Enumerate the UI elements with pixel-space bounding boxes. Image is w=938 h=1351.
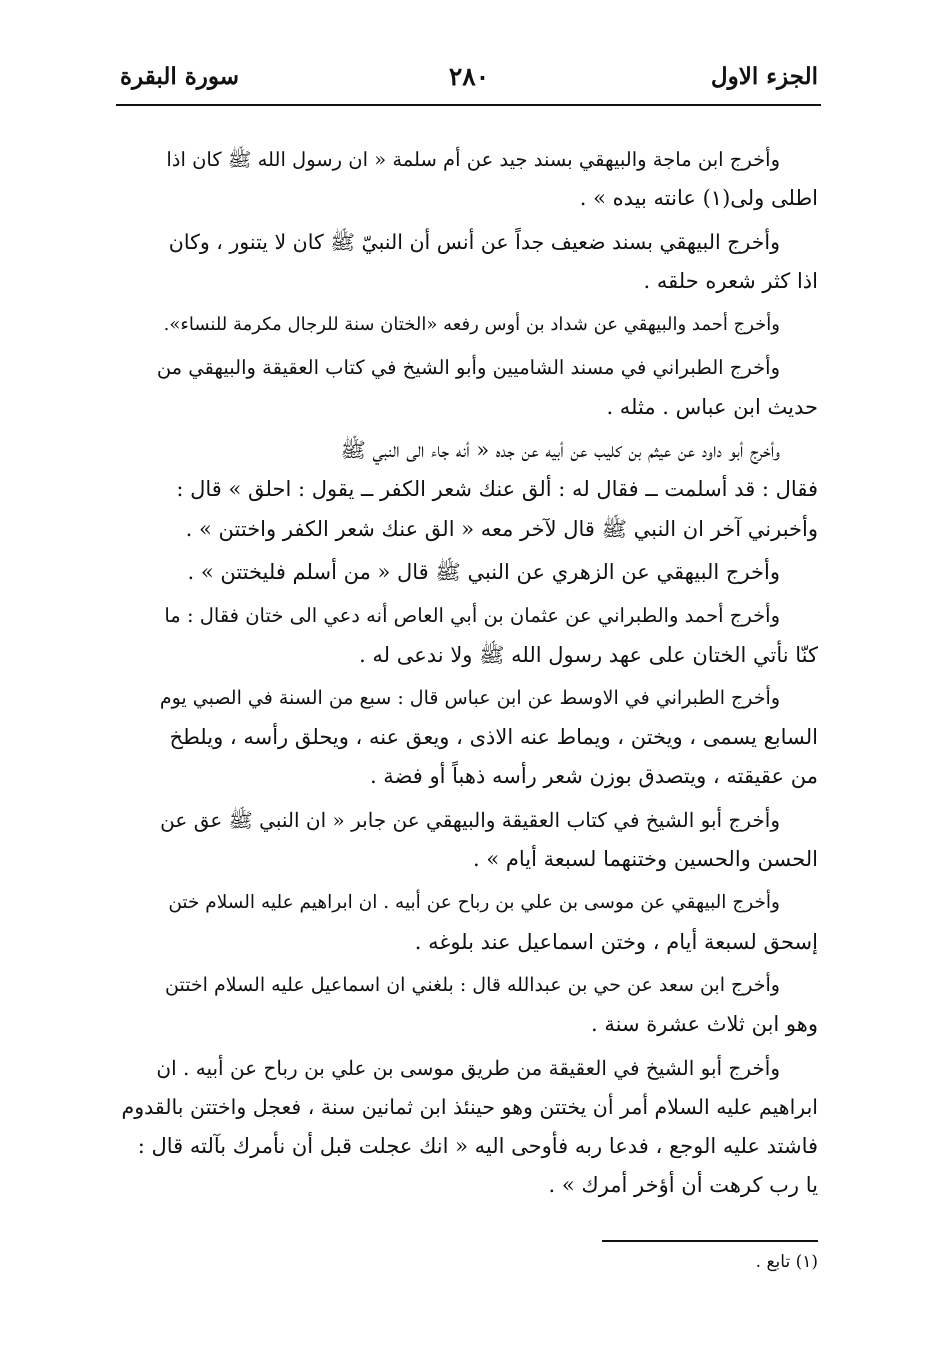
text-line: فقال : قد أسلمت ــ فقال له : ألق عنك شعر الكفر ــ يقول : احلق » قال : xyxy=(176,477,818,502)
main-text xyxy=(118,140,818,1210)
text-line: وأخرج الطبراني في مسند الشاميين وأبو الشيخ في كتاب العقيقة والبيهقي من xyxy=(156,356,780,380)
paragraph xyxy=(118,596,818,675)
text-line: وأخرج البيهقي عن الزهري عن النبي ﷺ قال « من أسلم فليختتن » . xyxy=(187,559,780,584)
text-line: وأخرج الطبراني في الاوسط عن ابن عباس قال : سبع من السنة في الصبي يوم xyxy=(159,686,780,709)
text-line: فاشتد عليه الوجع ، فدعا ربه فأوحى اليه « انك عجلت قبل أن نأمرك بآلته قال : xyxy=(137,1134,818,1159)
footnote: (١) تابع . xyxy=(755,1252,818,1272)
volume-title: الجزء الاول xyxy=(710,63,818,90)
text-line: وأخبرني آخر ان النبي ﷺ قال لآخر معه « الق عنك شعر الكفر واختتن » . xyxy=(185,516,818,541)
paragraph xyxy=(118,348,818,427)
paragraph xyxy=(118,1049,818,1206)
text-line: اذا كثر شعره حلقه . xyxy=(643,268,818,293)
text-line: وأخرج أحمد والطبراني عن عثمان بن أبي العاص أنه دعي الى ختان فقال : ما xyxy=(164,604,780,628)
header-divider xyxy=(116,104,821,106)
page-header xyxy=(118,52,820,102)
text-line: وأخرج البيهقي بسند ضعيف جداً عن أنس أن النبيّ ﷺ كان لا يتنور ، وكان xyxy=(168,229,780,254)
text-line: وأخرج أحمد والبيهقي عن شداد بن أوس رفعه «الختان سنة للرجال مكرمة للنساء». xyxy=(163,314,780,336)
paragraph xyxy=(118,883,818,962)
paragraph xyxy=(118,223,818,302)
text-line: من عقيقته ، ويتصدق بوزن شعر رأسه ذهباً أو فضة . xyxy=(369,764,818,789)
text-line: وأخرج أبو الشيخ في العقيقة من طريق موسى بن علي بن رباح عن أبيه . ان xyxy=(156,1055,780,1080)
text-line: وأخرج البيهقي عن موسى بن علي بن رباح عن أبيه . ان ابراهيم عليه السلام ختن xyxy=(168,892,780,914)
text-line: وأخرج أبو الشيخ في كتاب العقيقة والبيهقي عن جابر « ان النبي ﷺ عق عن xyxy=(160,807,780,832)
text-line: اطلى ولى(١) عانته بيده » . xyxy=(579,186,818,211)
paragraph xyxy=(118,305,818,344)
text-line: وأخرج ابن سعد عن حي بن عبدالله قال : بلغني ان اسماعيل عليه السلام اختتن xyxy=(165,973,780,996)
text-line: وأخرج أبو داود عن عيثم بن كليب عن أبيه عن جده « أنه جاء الى النبي ﷺ xyxy=(340,438,780,463)
paragraph xyxy=(118,966,818,1045)
paragraph xyxy=(118,801,818,880)
surah-title: سورة البقرة xyxy=(120,63,240,90)
text-line: الحسن والحسين وختنهما لسبعة أيام » . xyxy=(472,847,818,872)
text-line: حديث ابن عباس . مثله . xyxy=(606,394,818,419)
paragraph xyxy=(118,553,818,592)
text-line: ابراهيم عليه السلام أمر أن يختتن وهو حينئذ ابن ثمانين سنة ، فعجل واختتن بالقدوم xyxy=(121,1094,818,1119)
text-line: وأخرج ابن ماجة والبيهقي بسند جيد عن أم سلمة « ان رسول الله ﷺ كان اذا xyxy=(166,148,780,171)
text-line: يا رب كرهت أن أؤخر أمرك » . xyxy=(548,1173,818,1198)
paragraph xyxy=(118,679,818,797)
text-line: إسحق لسبعة أيام ، وختن اسماعيل عند بلوغه . xyxy=(414,929,818,954)
text-line: السابع يسمى ، ويختن ، ويماط عنه الاذى ، ويعق عنه ، ويحلق رأسه ، ويلطخ xyxy=(169,725,818,750)
footnote-divider xyxy=(602,1240,818,1242)
paragraph xyxy=(118,431,818,549)
text-line: وهو ابن ثلاث عشرة سنة . xyxy=(591,1012,818,1037)
page-number: ٢٨٠ xyxy=(448,62,490,91)
paragraph xyxy=(118,140,818,219)
text-line: كنّا نأتي الختان على عهد رسول الله ﷺ ولا ندعى له . xyxy=(359,642,818,667)
